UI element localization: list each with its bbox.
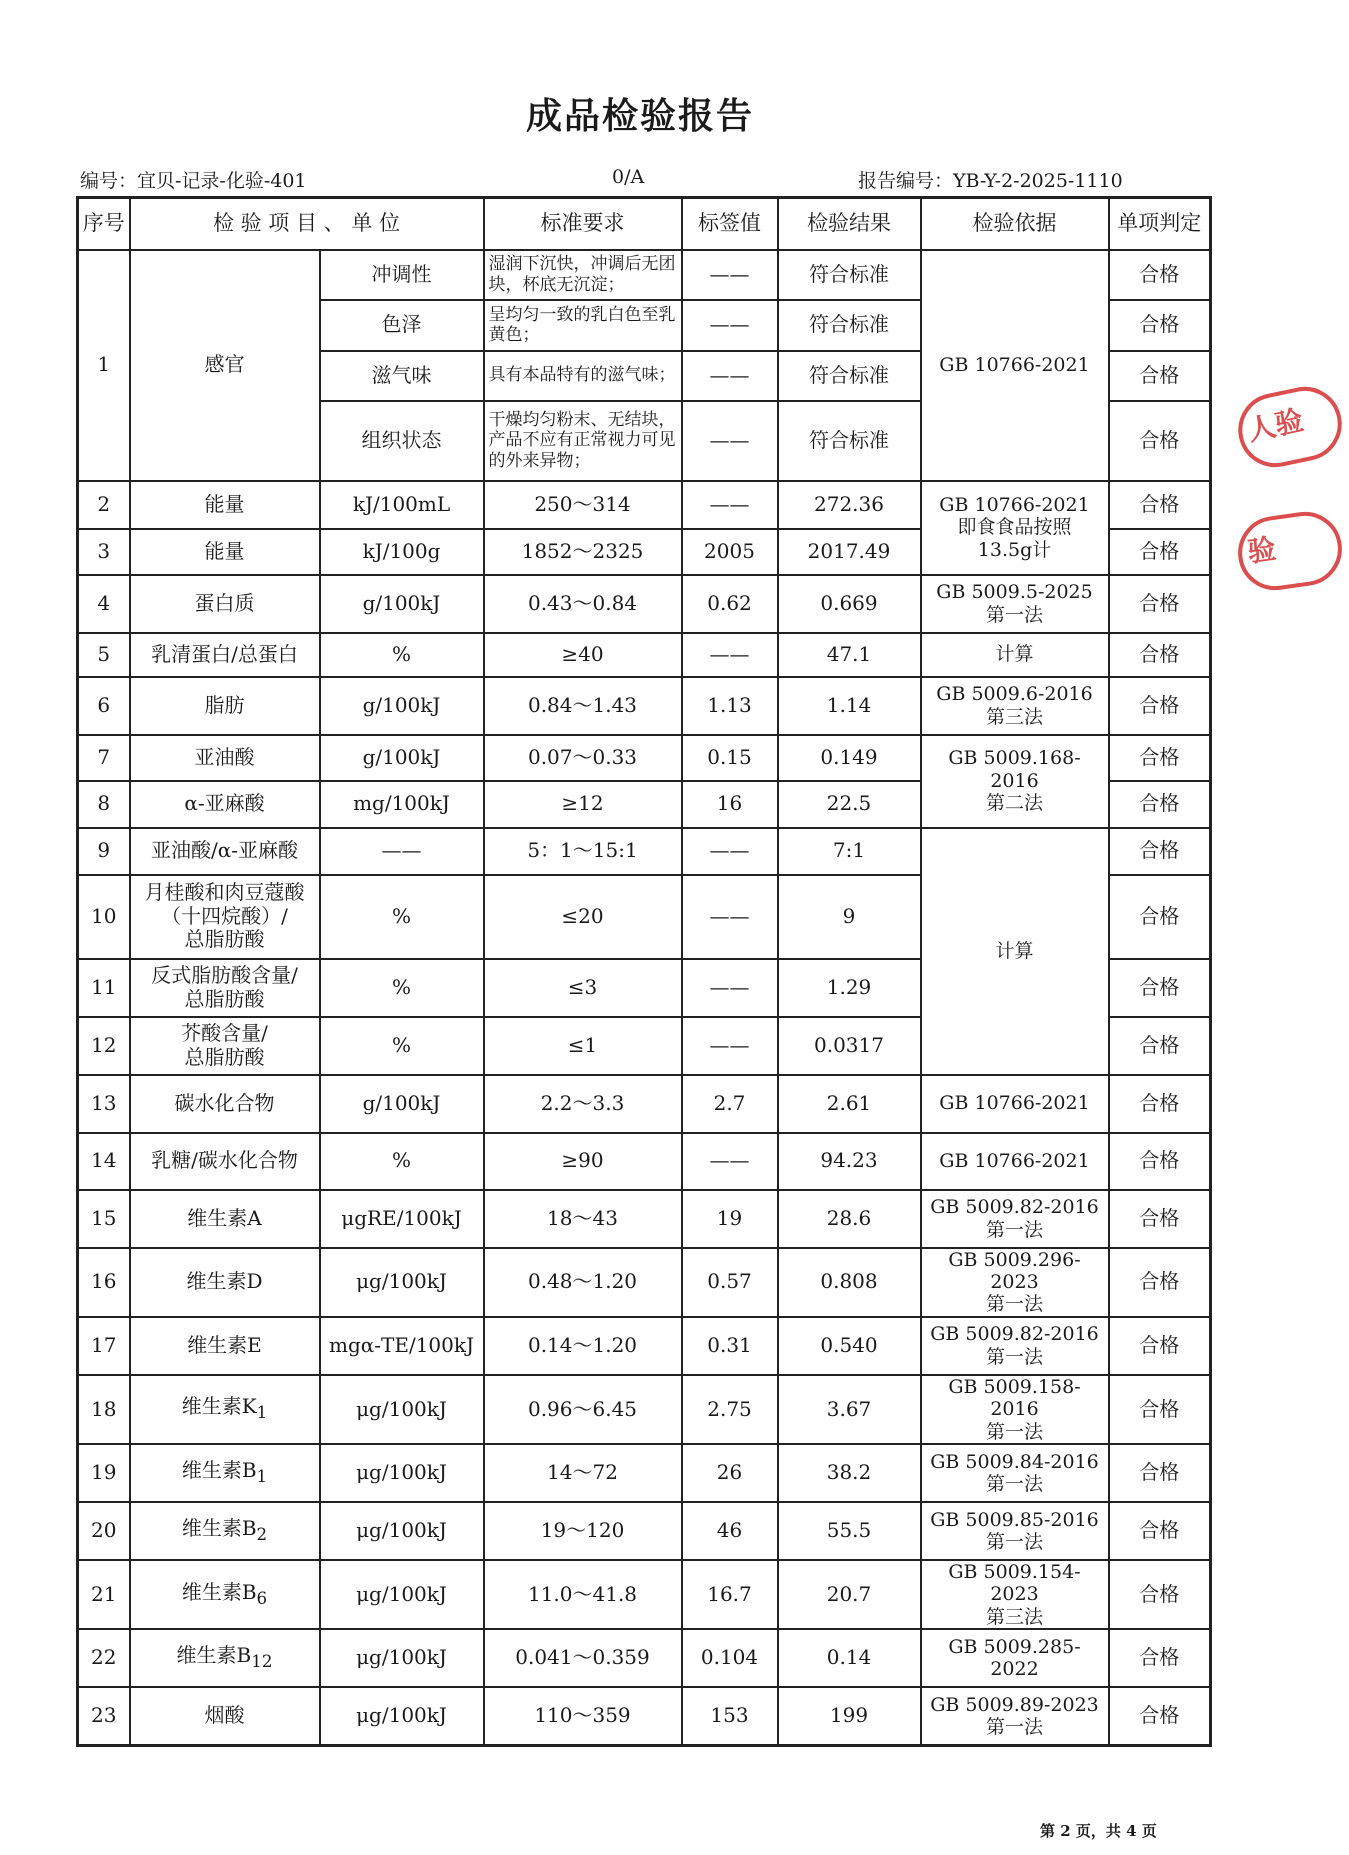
basis-line: 第一法 (985, 1530, 1043, 1553)
row-requirement: 14～72 (484, 1444, 682, 1502)
row-requirement: 湿润下沉快，冲调后无团块，杯底无沉淀； (484, 250, 682, 300)
basis-line: GB 5009.154-2023 (948, 1560, 1081, 1606)
row-item: 蛋白质 (130, 575, 320, 633)
row-no: 20 (78, 1502, 130, 1560)
item-subscript: 1 (256, 1467, 268, 1487)
row-label-value: —— (682, 1133, 778, 1190)
inspection-table (76, 196, 1212, 1747)
row-label-value: —— (682, 1017, 778, 1075)
row-basis (921, 1375, 1109, 1444)
col-header-requirement: 标准要求 (484, 198, 682, 250)
item-line: 总脂肪酸 (184, 986, 265, 1011)
row-basis (921, 1248, 1109, 1317)
row-label-value: 1.13 (682, 677, 778, 735)
row-basis (921, 1317, 1109, 1375)
item-subscript: 12 (251, 1652, 273, 1672)
document-code: 编号：宜贝-记录-化验-401 (80, 170, 307, 192)
row-no: 3 (78, 529, 130, 575)
row-result: 3.67 (778, 1375, 921, 1444)
basis-line: GB 5009.6-2016 (936, 683, 1093, 706)
row-judgment: 合格 (1109, 1375, 1211, 1444)
basis-line: GB 5009.296-2023 (948, 1248, 1081, 1293)
row-item: 维生素D (130, 1248, 320, 1317)
row-unit: g/100kJ (320, 677, 484, 735)
table-header-row (78, 198, 1211, 250)
row-label-value: —— (682, 633, 778, 677)
row-basis (921, 735, 1109, 828)
row-judgment: 合格 (1109, 1502, 1211, 1560)
row-basis (921, 1190, 1109, 1248)
basis-line: 第一法 (985, 1472, 1043, 1495)
row-item: 脂肪 (130, 677, 320, 735)
row-unit: mg/100kJ (320, 781, 484, 828)
row-item (130, 959, 320, 1017)
basis-line: GB 10766-2021 (939, 493, 1090, 516)
row-label-value: 0.15 (682, 735, 778, 781)
row-unit: μg/100kJ (320, 1687, 484, 1745)
row-label-value: —— (682, 401, 778, 481)
table-row (78, 575, 1211, 633)
item-line: 总脂肪酸 (184, 927, 265, 952)
item-subscript: 6 (256, 1588, 268, 1608)
row-judgment: 合格 (1109, 959, 1211, 1017)
row-result: 符合标准 (778, 250, 921, 300)
row-unit: kJ/100g (320, 529, 484, 575)
row-judgment: 合格 (1109, 1190, 1211, 1248)
item-line: （十四烷酸）/ (161, 903, 288, 928)
row-unit: % (320, 633, 484, 677)
row-label-value: 0.57 (682, 1248, 778, 1317)
basis-line: GB 5009.168-2016 (948, 747, 1081, 792)
row-subitem: 滋气味 (320, 351, 484, 401)
row-unit: g/100kJ (320, 575, 484, 633)
row-label-value: 153 (682, 1687, 778, 1745)
basis-line: 13.5g计 (977, 538, 1052, 561)
col-header-judgment: 单项判定 (1109, 198, 1211, 250)
row-label-value: —— (682, 250, 778, 300)
row-no: 6 (78, 677, 130, 735)
table-row (78, 481, 1211, 529)
row-requirement: ≥90 (484, 1133, 682, 1190)
row-unit: —— (320, 828, 484, 875)
row-basis: 计算 (921, 633, 1109, 677)
row-no: 14 (78, 1133, 130, 1190)
row-no: 11 (78, 959, 130, 1017)
row-judgment: 合格 (1109, 828, 1211, 875)
row-item: 能量 (130, 481, 320, 529)
row-result: 55.5 (778, 1502, 921, 1560)
page-number: 第 2 页，共 4 页 (1040, 1822, 1157, 1840)
row-basis: 计算 (921, 828, 1109, 1075)
row-requirement: 0.84～1.43 (484, 677, 682, 735)
row-requirement: 110～359 (484, 1687, 682, 1745)
row-subitem: 组织状态 (320, 401, 484, 481)
row-requirement: 干燥均匀粉末、无结块，产品不应有正常视力可见的外来异物； (484, 401, 682, 481)
row-result: 20.7 (778, 1560, 921, 1629)
row-no: 18 (78, 1375, 130, 1444)
row-result: 272.36 (778, 481, 921, 529)
table-row (78, 1317, 1211, 1375)
basis-line: 即食食品按照 (957, 516, 1072, 539)
row-judgment: 合格 (1109, 633, 1211, 677)
row-judgment: 合格 (1109, 250, 1211, 300)
row-unit: μgRE/100kJ (320, 1190, 484, 1248)
row-unit: % (320, 875, 484, 959)
row-requirement: 250～314 (484, 481, 682, 529)
row-result: 2.61 (778, 1075, 921, 1133)
row-no: 19 (78, 1444, 130, 1502)
item-name: 维生素B (181, 1458, 257, 1483)
row-requirement: 19～120 (484, 1502, 682, 1560)
basis-line: GB 5009.82-2016 (930, 1196, 1099, 1219)
row-item: 亚油酸 (130, 735, 320, 781)
row-basis (921, 1687, 1109, 1745)
red-seal-stamp: 人验 (1231, 380, 1348, 474)
row-judgment: 合格 (1109, 351, 1211, 401)
row-no: 8 (78, 781, 130, 828)
table-row (78, 677, 1211, 735)
row-result: 0.540 (778, 1317, 921, 1375)
row-item: 维生素E (130, 1317, 320, 1375)
row-label-value: 19 (682, 1190, 778, 1248)
table-row (78, 633, 1211, 677)
row-label-value: 0.62 (682, 575, 778, 633)
row-basis: GB 10766-2021 (921, 1075, 1109, 1133)
basis-line: 第三法 (985, 705, 1043, 728)
row-judgment: 合格 (1109, 1629, 1211, 1687)
row-requirement: ≥40 (484, 633, 682, 677)
row-label-value: 0.104 (682, 1629, 778, 1687)
row-judgment: 合格 (1109, 1317, 1211, 1375)
col-header-item: 检 验 项 目 、 单 位 (130, 198, 484, 250)
row-requirement: ≥12 (484, 781, 682, 828)
row-requirement: 18～43 (484, 1190, 682, 1248)
row-no: 1 (78, 250, 130, 481)
row-unit: mgα-TE/100kJ (320, 1317, 484, 1375)
row-label-value: 16.7 (682, 1560, 778, 1629)
row-result: 22.5 (778, 781, 921, 828)
row-label-value: —— (682, 875, 778, 959)
row-no: 2 (78, 481, 130, 529)
table-row (78, 828, 1211, 875)
row-no: 15 (78, 1190, 130, 1248)
table-row (78, 1502, 1211, 1560)
row-label-value: 26 (682, 1444, 778, 1502)
row-result: 9 (778, 875, 921, 959)
table-row (78, 1687, 1211, 1745)
row-unit: g/100kJ (320, 1075, 484, 1133)
row-item (130, 1629, 320, 1687)
row-basis (921, 1444, 1109, 1502)
row-no: 5 (78, 633, 130, 677)
row-basis (921, 1560, 1109, 1629)
row-requirement: 1852～2325 (484, 529, 682, 575)
row-result: 7:1 (778, 828, 921, 875)
row-result: 38.2 (778, 1444, 921, 1502)
row-requirement: 2.2～3.3 (484, 1075, 682, 1133)
row-result: 符合标准 (778, 401, 921, 481)
table-row (78, 1444, 1211, 1502)
row-item (130, 1560, 320, 1629)
row-judgment: 合格 (1109, 1248, 1211, 1317)
row-no: 12 (78, 1017, 130, 1075)
row-result: 47.1 (778, 633, 921, 677)
row-judgment: 合格 (1109, 1444, 1211, 1502)
col-header-result: 检验结果 (778, 198, 921, 250)
row-judgment: 合格 (1109, 575, 1211, 633)
row-requirement: 0.48～1.20 (484, 1248, 682, 1317)
row-requirement: ≤1 (484, 1017, 682, 1075)
row-judgment: 合格 (1109, 1687, 1211, 1745)
row-judgment: 合格 (1109, 781, 1211, 828)
row-no: 21 (78, 1560, 130, 1629)
row-item: 能量 (130, 529, 320, 575)
basis-line: GB 5009.89-2023 (930, 1693, 1099, 1716)
row-basis: GB 5009.285-2022 (921, 1629, 1109, 1687)
row-basis (921, 1502, 1109, 1560)
item-line: 月桂酸和肉豆蔻酸 (144, 880, 305, 905)
row-item (130, 1017, 320, 1075)
row-no: 4 (78, 575, 130, 633)
row-item (130, 1444, 320, 1502)
row-basis (921, 677, 1109, 735)
row-unit: μg/100kJ (320, 1248, 484, 1317)
row-judgment: 合格 (1109, 300, 1211, 351)
row-label-value: 0.31 (682, 1317, 778, 1375)
row-unit: % (320, 1133, 484, 1190)
table-row (78, 1190, 1211, 1248)
basis-line: 第一法 (985, 1218, 1043, 1241)
table-row (78, 1133, 1211, 1190)
row-result: 符合标准 (778, 351, 921, 401)
row-label-value: 2.7 (682, 1075, 778, 1133)
row-label-value: 2.75 (682, 1375, 778, 1444)
row-requirement: ≤20 (484, 875, 682, 959)
row-item (130, 1502, 320, 1560)
row-requirement: 0.041～0.359 (484, 1629, 682, 1687)
table-row (78, 1248, 1211, 1317)
row-no: 22 (78, 1629, 130, 1687)
row-label-value: —— (682, 959, 778, 1017)
row-item: 乳糖/碳水化合物 (130, 1133, 320, 1190)
row-requirement: 0.07～0.33 (484, 735, 682, 781)
row-judgment: 合格 (1109, 401, 1211, 481)
row-judgment: 合格 (1109, 1560, 1211, 1629)
item-name: 维生素B (181, 1579, 257, 1604)
document-version: 0/A (612, 166, 645, 188)
row-requirement: 0.43～0.84 (484, 575, 682, 633)
row-judgment: 合格 (1109, 1075, 1211, 1133)
table-row (78, 1075, 1211, 1133)
item-line: 总脂肪酸 (184, 1044, 265, 1069)
row-item: 感官 (130, 250, 320, 481)
col-header-no: 序号 (78, 198, 130, 250)
row-result: 28.6 (778, 1190, 921, 1248)
row-judgment: 合格 (1109, 529, 1211, 575)
row-judgment: 合格 (1109, 1017, 1211, 1075)
row-judgment: 合格 (1109, 875, 1211, 959)
row-label-value: 46 (682, 1502, 778, 1560)
table-row (78, 1375, 1211, 1444)
row-label-value: 2005 (682, 529, 778, 575)
row-result: 0.0317 (778, 1017, 921, 1075)
row-item (130, 1375, 320, 1444)
table-row (78, 1629, 1211, 1687)
row-result: 0.149 (778, 735, 921, 781)
row-unit: % (320, 1017, 484, 1075)
row-label-value: —— (682, 351, 778, 401)
item-subscript: 1 (256, 1403, 268, 1423)
row-result: 0.808 (778, 1248, 921, 1317)
row-result: 0.669 (778, 575, 921, 633)
table-row (78, 1560, 1211, 1629)
row-label-value: —— (682, 300, 778, 351)
basis-line: 第二法 (985, 792, 1043, 815)
row-basis: GB 10766-2021 (921, 1133, 1109, 1190)
row-result: 0.14 (778, 1629, 921, 1687)
row-requirement: ≤3 (484, 959, 682, 1017)
row-unit: % (320, 959, 484, 1017)
row-result: 199 (778, 1687, 921, 1745)
row-item: α-亚麻酸 (130, 781, 320, 828)
row-unit: g/100kJ (320, 735, 484, 781)
basis-line: GB 5009.82-2016 (930, 1323, 1099, 1346)
row-item: 乳清蛋白/总蛋白 (130, 633, 320, 677)
row-basis (921, 481, 1109, 575)
row-item: 维生素A (130, 1190, 320, 1248)
row-item: 碳水化合物 (130, 1075, 320, 1133)
row-label-value: 16 (682, 781, 778, 828)
item-name: 维生素K (181, 1394, 257, 1419)
row-basis (921, 575, 1109, 633)
item-line: 反式脂肪酸含量/ (151, 962, 298, 987)
report-title: 成品检验报告 (525, 96, 754, 137)
basis-line: 第一法 (985, 1715, 1043, 1738)
item-name: 维生素B (181, 1516, 257, 1541)
row-result: 1.14 (778, 677, 921, 735)
basis-line: 第一法 (985, 603, 1043, 626)
row-requirement: 11.0～41.8 (484, 1560, 682, 1629)
item-line: 芥酸含量/ (181, 1020, 268, 1045)
row-no: 7 (78, 735, 130, 781)
item-subscript: 2 (256, 1525, 268, 1545)
row-no: 9 (78, 828, 130, 875)
row-item (130, 875, 320, 959)
row-no: 16 (78, 1248, 130, 1317)
row-unit: kJ/100mL (320, 481, 484, 529)
row-label-value: —— (682, 828, 778, 875)
row-requirement: 呈均匀一致的乳白色至乳黄色； (484, 300, 682, 351)
col-header-label-value: 标签值 (682, 198, 778, 250)
row-judgment: 合格 (1109, 481, 1211, 529)
basis-line: 第一法 (985, 1420, 1043, 1443)
basis-line: GB 5009.84-2016 (930, 1450, 1099, 1473)
table-row (78, 250, 1211, 300)
row-subitem: 冲调性 (320, 250, 484, 300)
report-number: 报告编号：YB-Y-2-2025-1110 (858, 170, 1123, 192)
row-unit: μg/100kJ (320, 1502, 484, 1560)
row-no: 17 (78, 1317, 130, 1375)
row-basis: GB 10766-2021 (921, 250, 1109, 481)
row-unit: μg/100kJ (320, 1375, 484, 1444)
row-judgment: 合格 (1109, 1133, 1211, 1190)
row-requirement: 0.96～6.45 (484, 1375, 682, 1444)
row-no: 10 (78, 875, 130, 959)
row-unit: μg/100kJ (320, 1560, 484, 1629)
basis-line: 第三法 (985, 1605, 1043, 1628)
row-label-value: —— (682, 481, 778, 529)
row-requirement: 具有本品特有的滋气味； (484, 351, 682, 401)
col-header-basis: 检验依据 (921, 198, 1109, 250)
table-row (78, 735, 1211, 781)
row-result: 1.29 (778, 959, 921, 1017)
row-item: 烟酸 (130, 1687, 320, 1745)
red-seal-stamp: 验 (1233, 507, 1346, 595)
basis-line: 第一法 (985, 1345, 1043, 1368)
row-no: 13 (78, 1075, 130, 1133)
basis-line: GB 5009.85-2016 (930, 1508, 1099, 1531)
row-unit: μg/100kJ (320, 1629, 484, 1687)
row-judgment: 合格 (1109, 735, 1211, 781)
basis-line: 第一法 (985, 1293, 1043, 1316)
row-judgment: 合格 (1109, 677, 1211, 735)
row-result: 符合标准 (778, 300, 921, 351)
row-requirement: 0.14～1.20 (484, 1317, 682, 1375)
row-result: 94.23 (778, 1133, 921, 1190)
basis-line: GB 5009.5-2025 (936, 581, 1093, 604)
basis-line: GB 5009.158-2016 (948, 1375, 1081, 1421)
row-requirement: 5：1～15:1 (484, 828, 682, 875)
row-item: 亚油酸/α-亚麻酸 (130, 828, 320, 875)
item-name: 维生素B (176, 1643, 252, 1668)
row-unit: μg/100kJ (320, 1444, 484, 1502)
row-no: 23 (78, 1687, 130, 1745)
row-subitem: 色泽 (320, 300, 484, 351)
row-result: 2017.49 (778, 529, 921, 575)
